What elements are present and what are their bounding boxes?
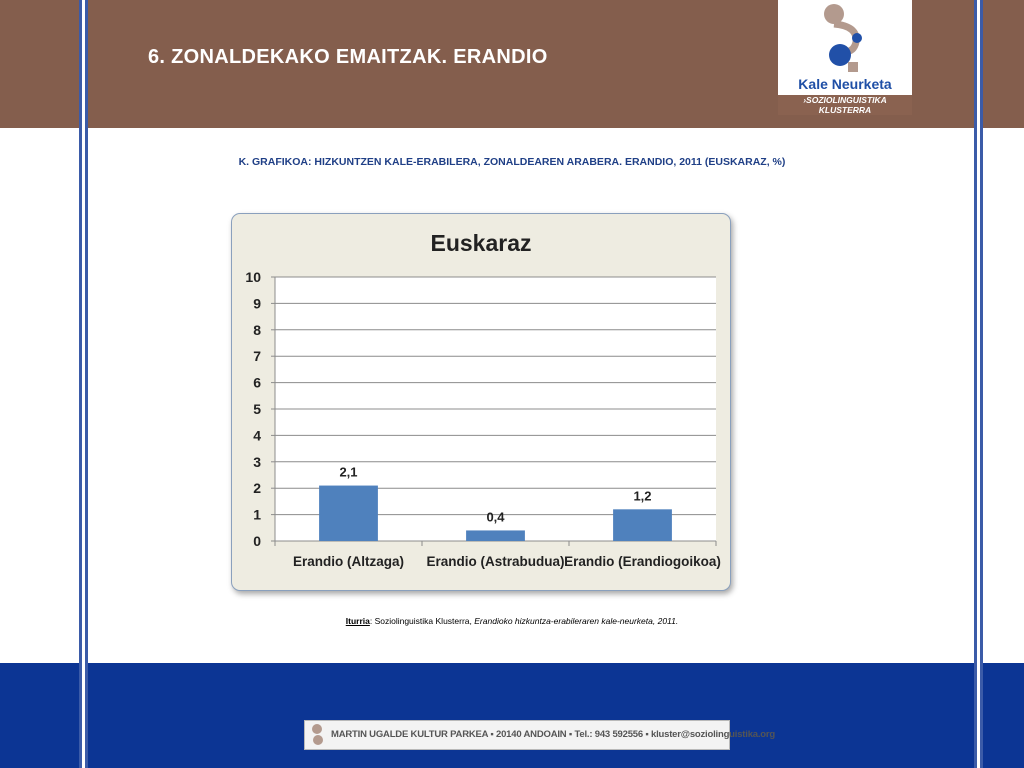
right-outer-line (980, 0, 983, 768)
bar-chart (232, 214, 730, 590)
x-tick-label: Erandio (Altzaga) (292, 554, 405, 569)
left-inner-line (85, 0, 88, 768)
y-tick-label: 8 (253, 321, 261, 338)
source-title: Erandioko hizkuntza-erabileraren kale-neurketa, 2011. (474, 616, 679, 626)
footer-band (0, 663, 1024, 768)
y-tick-label: 3 (253, 453, 261, 470)
bar (319, 486, 378, 541)
y-tick-label: 7 (253, 348, 261, 365)
y-tick-label: 5 (253, 401, 261, 417)
logo-name: Kale Neurketa (798, 76, 892, 92)
y-tick-label: 6 (253, 374, 261, 391)
y-tick-label: 10 (245, 269, 261, 285)
y-tick-label: 9 (253, 295, 261, 312)
x-tick-label: Erandio (Erandiogoikoa) (564, 554, 721, 569)
logo-subtitle: ›SOZIOLINGUISTIKA KLUSTERRA (778, 95, 912, 115)
data-label: 2,1 (339, 464, 358, 480)
chart-caption: K. GRAFIKOA: HIZKUNTZEN KALE-ERABILERA, ZONALDEAREN ARABERA. ERANDIO, 2011 (EUSKARAZ, %) (238, 156, 786, 168)
data-label: 1,2 (633, 488, 652, 504)
y-tick-label: 1 (253, 506, 261, 523)
bar (466, 530, 525, 541)
y-tick-label: 4 (253, 427, 261, 444)
data-label: 0,4 (486, 509, 505, 525)
footer-contact-bar (304, 720, 776, 750)
source-text: : Soziolinguistika Klusterra, (369, 616, 475, 626)
x-tick-label: Erandio (Astrabudua) (426, 554, 565, 569)
chart-frame (231, 213, 731, 591)
logo-mark-icon (778, 0, 912, 76)
y-tick-label: 0 (253, 533, 261, 549)
chart-title: Euskaraz (430, 230, 532, 256)
y-tick-label: 2 (253, 480, 261, 497)
logo (778, 0, 912, 115)
bar (613, 509, 672, 541)
page-title: 6. ZONALDEKAKO EMAITZAK. ERANDIO (148, 46, 548, 68)
footer-contact-text: MARTIN UGALDE KULTUR PARKEA ▪ 20140 ANDOAIN ▪ Tel.: 943 592556 ▪ kluster@soziolinguistika.org (331, 729, 776, 740)
footer-logo-icon (308, 722, 328, 748)
source-label: Iturria (345, 616, 370, 626)
source-note (0, 616, 1024, 626)
